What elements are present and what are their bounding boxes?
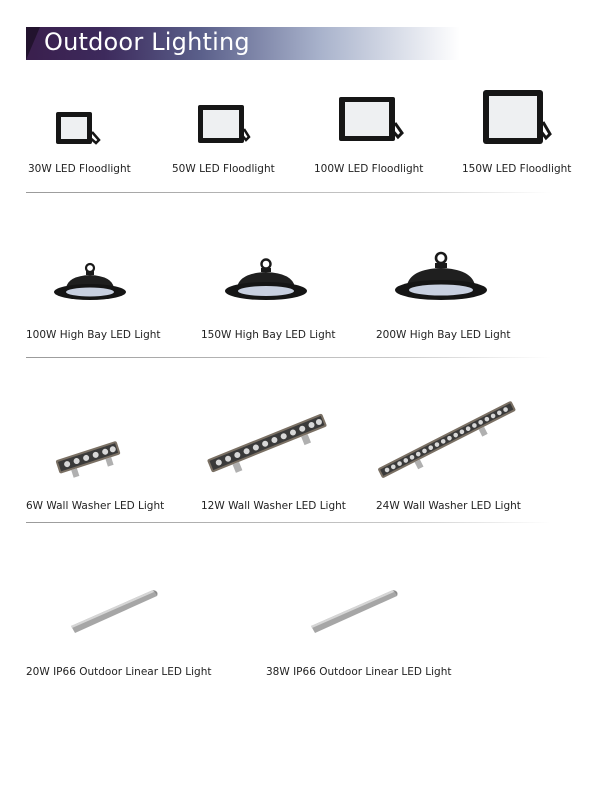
floodlight-100w-image xyxy=(339,97,403,145)
high-bay-100w-label: 100W High Bay LED Light xyxy=(26,329,161,341)
floodlight-50w-image xyxy=(198,105,250,147)
wall-washer-12w-image xyxy=(205,408,330,478)
page-title: Outdoor Lighting xyxy=(44,28,250,56)
linear-20w-image xyxy=(68,586,160,638)
floodlight-150w-image xyxy=(483,90,551,146)
high-bay-200w-label: 200W High Bay LED Light xyxy=(376,329,511,341)
wall-washer-24w-image xyxy=(378,400,516,480)
wall-washer-24w-label: 24W Wall Washer LED Light xyxy=(376,500,521,512)
floodlight-100w-label: 100W LED Floodlight xyxy=(314,163,424,175)
linear-38w-image xyxy=(308,586,400,638)
floodlight-50w-label: 50W LED Floodlight xyxy=(172,163,275,175)
floodlight-150w-label: 150W LED Floodlight xyxy=(462,163,572,175)
high-bay-100w-image xyxy=(54,262,126,302)
divider-1 xyxy=(26,192,551,193)
high-bay-200w-image xyxy=(395,252,487,302)
linear-38w-label: 38W IP66 Outdoor Linear LED Light xyxy=(266,666,452,678)
divider-3 xyxy=(26,522,551,523)
high-bay-150w-label: 150W High Bay LED Light xyxy=(201,329,336,341)
section-banner xyxy=(26,27,460,60)
high-bay-150w-image xyxy=(225,258,307,302)
linear-20w-label: 20W IP66 Outdoor Linear LED Light xyxy=(26,666,212,678)
wall-washer-12w-label: 12W Wall Washer LED Light xyxy=(201,500,346,512)
floodlight-30w-label: 30W LED Floodlight xyxy=(28,163,131,175)
divider-2 xyxy=(26,357,551,358)
wall-washer-6w-label: 6W Wall Washer LED Light xyxy=(26,500,165,512)
banner-notch xyxy=(26,27,40,60)
wall-washer-6w-image xyxy=(54,435,124,480)
floodlight-30w-image xyxy=(56,110,102,150)
